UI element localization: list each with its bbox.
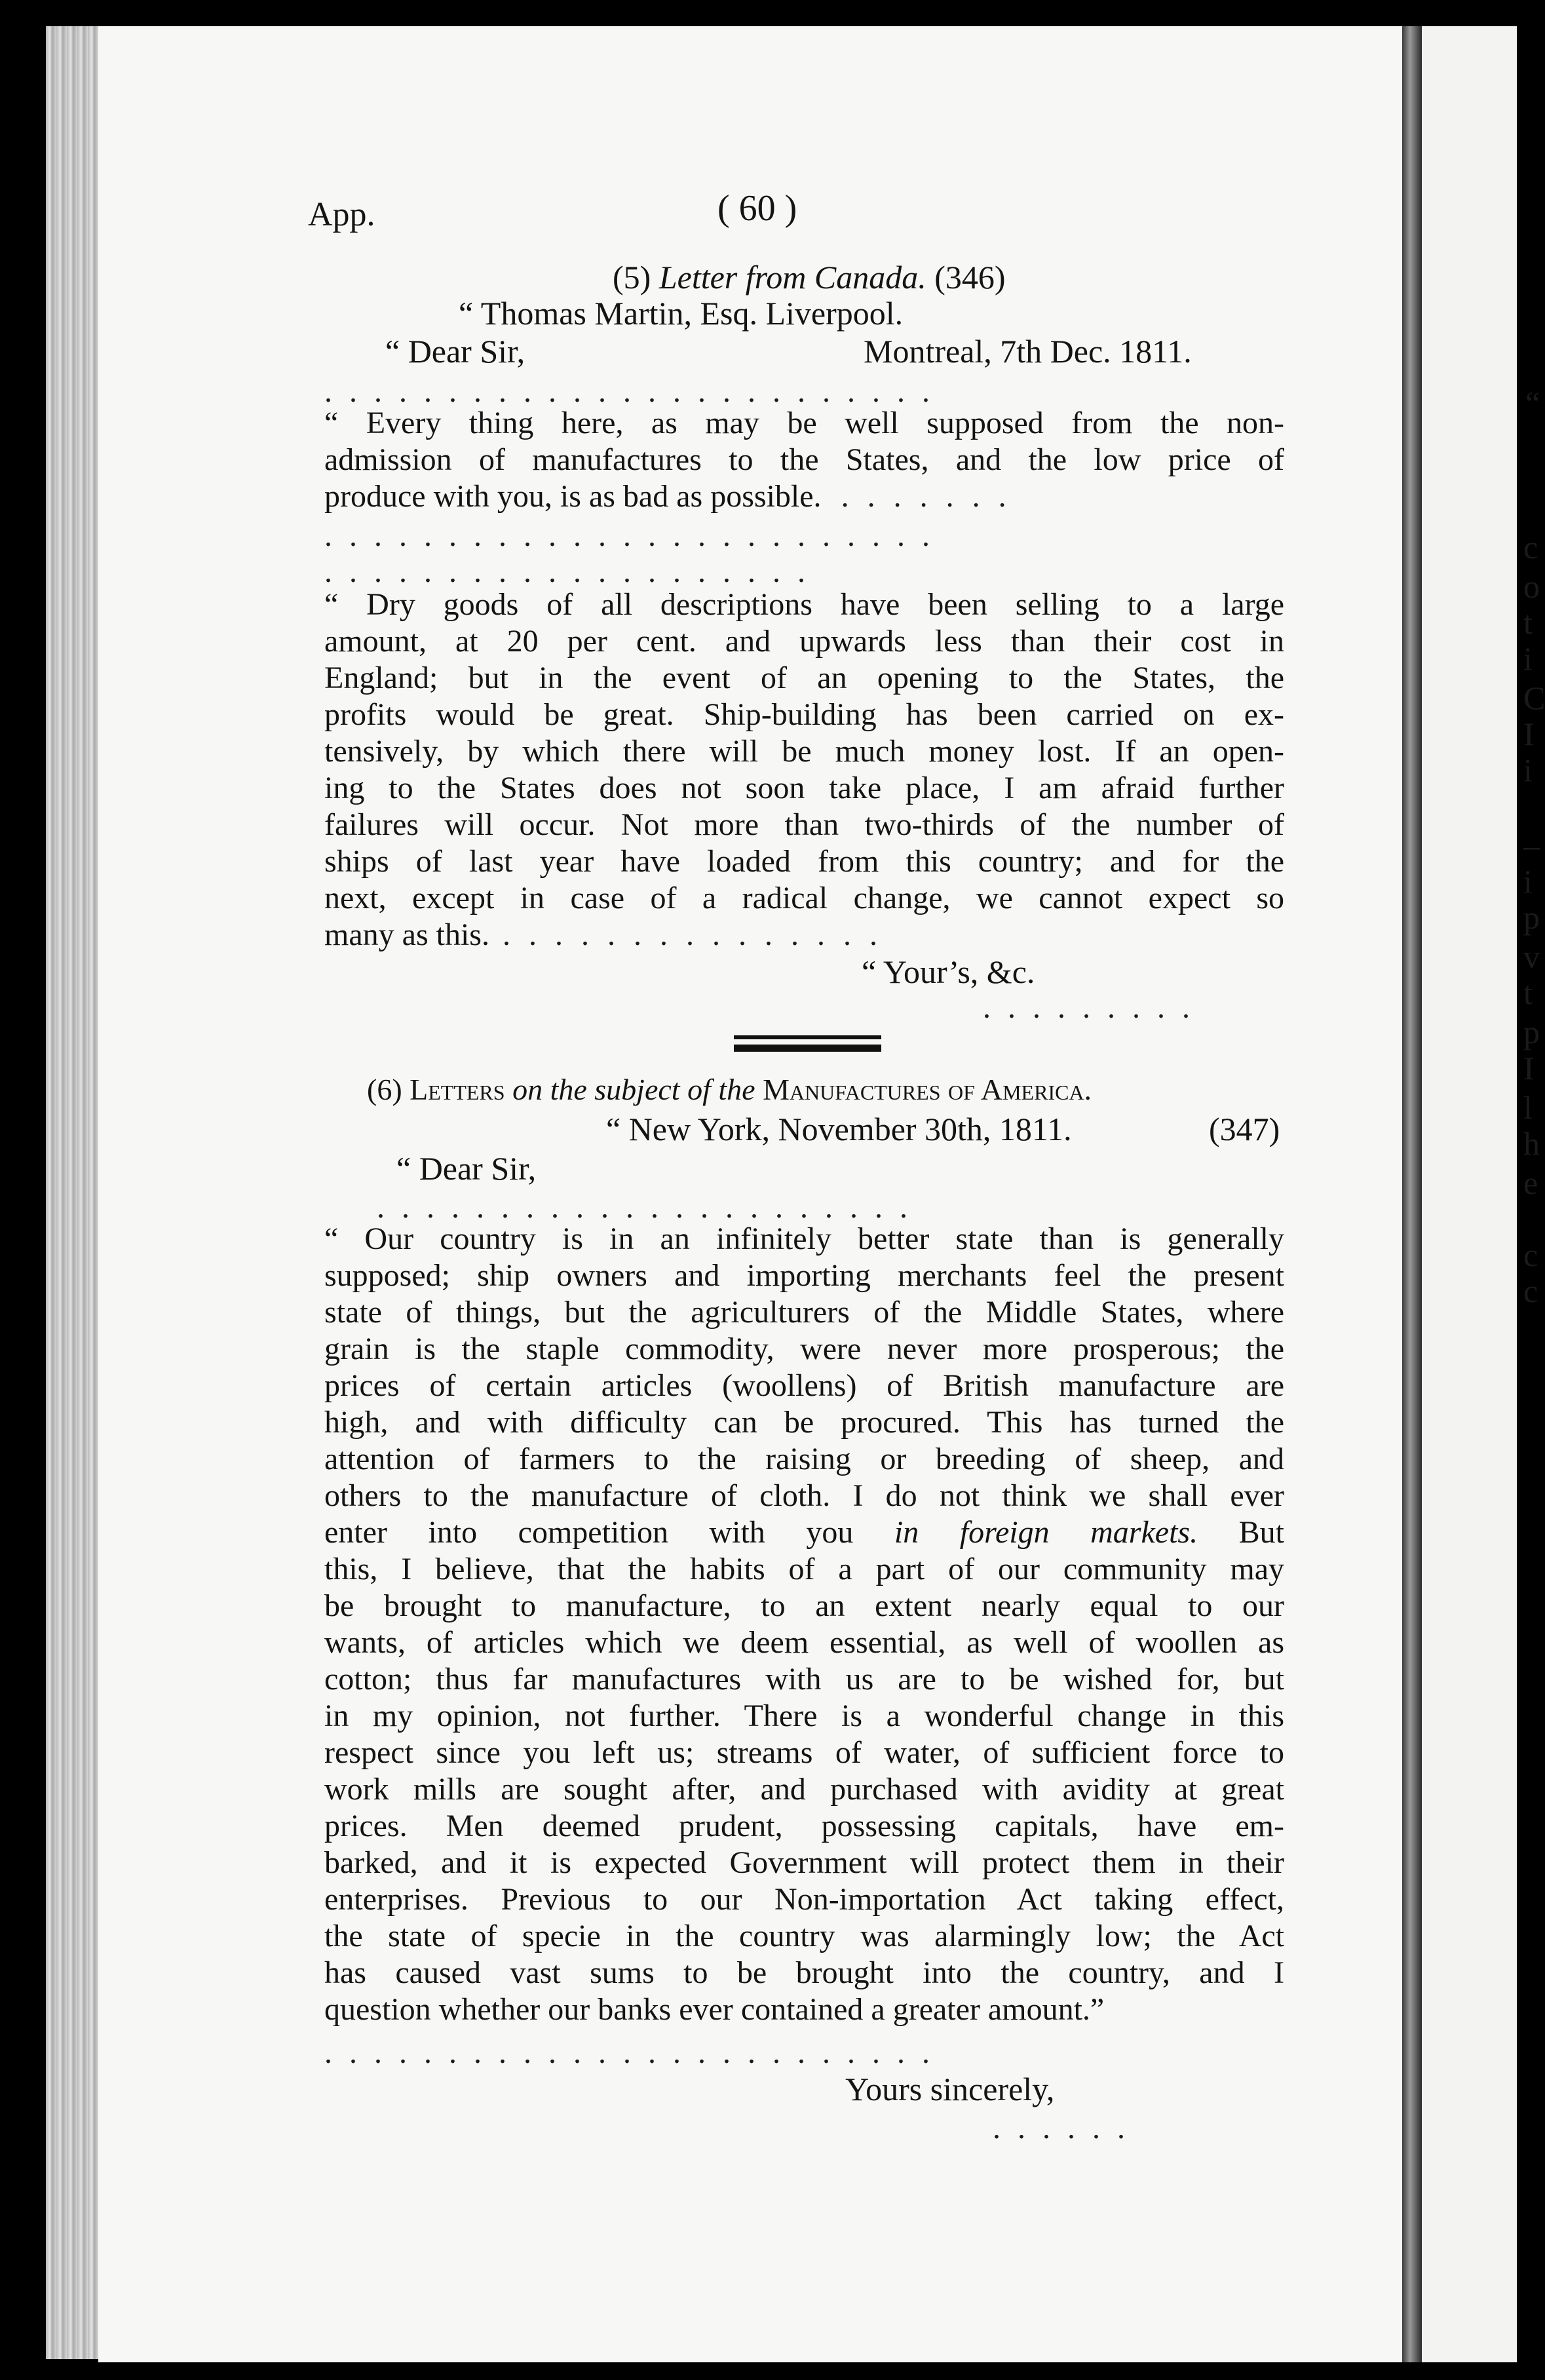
letter6-closing: Yours sincerely, bbox=[845, 2071, 1055, 2107]
letter5-closing: “ Your’s, &c. bbox=[862, 953, 1035, 990]
fragment: l bbox=[1523, 1089, 1533, 1126]
text-line: cotton; thus far manufactures with us are to be wished for, but bbox=[324, 1662, 1284, 1697]
fragment: c bbox=[1523, 529, 1538, 566]
text-line: has caused vast sums to be brought into the country, and I bbox=[324, 1955, 1284, 1990]
text-line: many as this. ............... bbox=[324, 917, 896, 952]
fragment: C bbox=[1523, 680, 1545, 716]
text-line: be brought to manufacture, to an extent nearly equal to our bbox=[324, 1588, 1284, 1623]
fragment: – bbox=[1523, 827, 1540, 864]
ellipsis-row: ......... bbox=[983, 990, 1207, 1025]
fragment: h bbox=[1523, 1125, 1540, 1162]
fragment: i bbox=[1523, 863, 1533, 900]
text-line: “ Dry goods of all descriptions have been selling to a large bbox=[324, 587, 1284, 622]
page-number: ( 60 ) bbox=[717, 188, 797, 229]
letter5-salutation: “ Dear Sir, bbox=[385, 333, 525, 370]
fragment: “ bbox=[1525, 385, 1540, 421]
section-divider bbox=[734, 1035, 881, 1039]
letter5-addressee: “ Thomas Martin, Esq. Liverpool. bbox=[459, 295, 904, 332]
text-line: in my opinion, not further. There is a wonderful change in this bbox=[324, 1699, 1284, 1733]
text-line: enterprises. Previous to our Non-importation Act taking effect, bbox=[324, 1882, 1284, 1917]
letter6-place-date: “ New York, November 30th, 1811. bbox=[606, 1111, 1072, 1147]
letter6-ref: (347) bbox=[1209, 1111, 1280, 1147]
text-line: profits would be great. Ship-building has been carried on ex- bbox=[324, 697, 1284, 732]
text-line: this, I believe, that the habits of a part of our community may bbox=[324, 1552, 1284, 1586]
text-line: produce with you, is as bad as possible. ....... bbox=[324, 479, 1025, 514]
ellipsis-row: ......................... bbox=[324, 2035, 947, 2070]
text-line: ing to the States does not soon take place, I am afraid further bbox=[324, 771, 1284, 805]
book-edge bbox=[46, 26, 105, 2359]
text-line: “ Our country is in an infinitely better state than is generally bbox=[324, 1221, 1284, 1256]
ellipsis-row: ......................... bbox=[324, 518, 947, 553]
text-line: next, except in case of a radical change, we cannot expect so bbox=[324, 881, 1284, 915]
fragment: c bbox=[1523, 1273, 1538, 1309]
book-gutter bbox=[1402, 26, 1422, 2362]
fragment: i bbox=[1523, 640, 1533, 677]
text-line: tensively, by which there will be much money lost. If an open- bbox=[324, 734, 1284, 769]
fragment: t bbox=[1523, 974, 1533, 1011]
fragment: t bbox=[1523, 604, 1533, 641]
text-line: question whether our banks ever contained a greater amount.” bbox=[324, 1992, 1105, 2027]
running-head: App. bbox=[308, 196, 375, 233]
text-line: failures will occur. Not more than two-thirds of the number of bbox=[324, 807, 1284, 842]
fragment: v bbox=[1523, 938, 1540, 975]
text-line: prices. Men deemed prudent, possessing capitals, have em- bbox=[324, 1809, 1284, 1843]
adjacent-page-fragment bbox=[1422, 26, 1545, 2362]
text-line: grain is the staple commodity, were never more prosperous; the bbox=[324, 1332, 1284, 1366]
fragment: i bbox=[1523, 752, 1533, 788]
text-line: work mills are sought after, and purchased with avidity at great bbox=[324, 1772, 1284, 1807]
text-line: “ Every thing here, as may be well supposed from the non- bbox=[324, 406, 1284, 440]
text-line: ships of last year have loaded from this country; and for the bbox=[324, 844, 1284, 879]
text-line: supposed; ship owners and importing merchants feel the present bbox=[324, 1258, 1284, 1293]
ellipsis-row: ...... bbox=[993, 2111, 1142, 2145]
text-line: England; but in the event of an opening to the States, the bbox=[324, 661, 1284, 695]
fragment: I bbox=[1523, 1050, 1535, 1086]
letter6-salutation: “ Dear Sir, bbox=[396, 1150, 537, 1187]
text-line: the state of specie in the country was alarmingly low; the Act bbox=[324, 1919, 1284, 1953]
section-divider bbox=[734, 1045, 881, 1052]
ellipsis-row: .................... bbox=[324, 554, 822, 589]
text-line: respect since you left us; streams of water, of sufficient force to bbox=[324, 1735, 1284, 1770]
ellipsis-row: ...................... bbox=[377, 1190, 925, 1225]
letter5-title: (5) Letter from Canada. (346) bbox=[613, 259, 1006, 296]
ellipsis-row: ......................... bbox=[324, 374, 947, 409]
text-line: amount, at 20 per cent. and upwards less than their cost in bbox=[324, 624, 1284, 659]
text-line: admission of manufactures to the States, and the low price of bbox=[324, 442, 1284, 477]
text-line: wants, of articles which we deem essential, as well of woollen as bbox=[324, 1625, 1284, 1660]
fragment: o bbox=[1523, 568, 1540, 605]
fragment: p bbox=[1523, 899, 1540, 936]
fragment: p bbox=[1523, 1014, 1540, 1050]
letter5-place-date: Montreal, 7th Dec. 1811. bbox=[864, 333, 1192, 370]
text-line: others to the manufacture of cloth. I do not think we shall ever bbox=[324, 1478, 1284, 1513]
text-line: prices of certain articles (woollens) of British manufacture are bbox=[324, 1368, 1284, 1403]
fragment: c bbox=[1523, 1237, 1538, 1273]
text-line: attention of farmers to the raising or breeding of sheep, and bbox=[324, 1442, 1284, 1476]
fragment: e bbox=[1523, 1164, 1538, 1201]
text-line: high, and with difficulty can be procured. This has turned the bbox=[324, 1405, 1284, 1440]
letter6-title: (6) Letters on the subject of the Manufactures of America. bbox=[367, 1073, 1092, 1106]
text-line: barked, and it is expected Government will protect them in their bbox=[324, 1845, 1284, 1880]
text-line: state of things, but the agriculturers of the Middle States, where bbox=[324, 1295, 1284, 1330]
text-line: enter into competition with you in foreign markets. But bbox=[324, 1515, 1284, 1550]
fragment: I bbox=[1523, 716, 1535, 752]
